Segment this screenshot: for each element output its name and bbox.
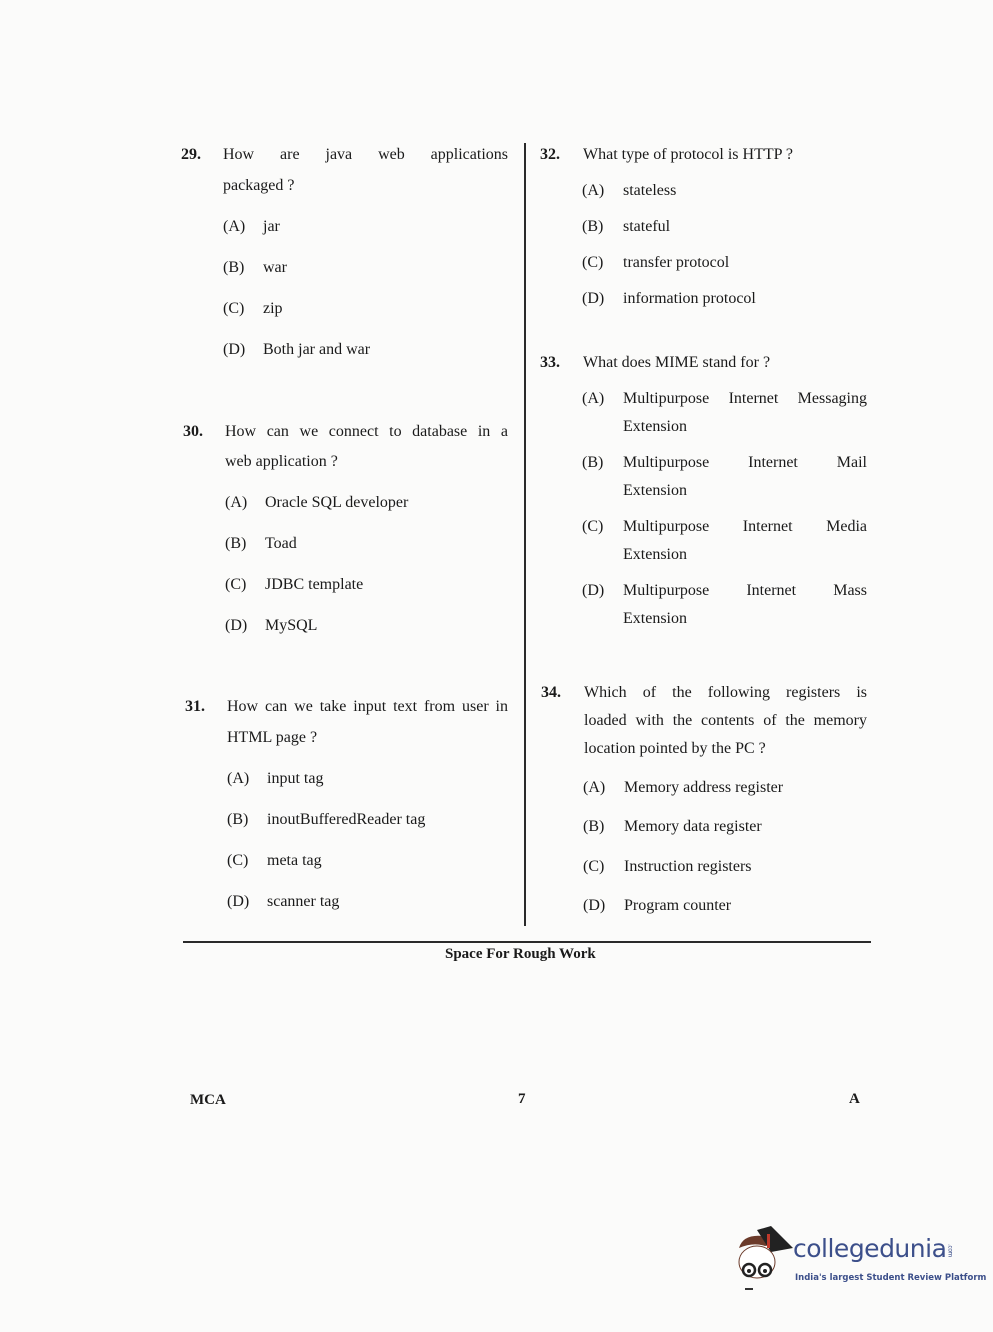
footer-page-number: 7 xyxy=(518,1091,526,1107)
option-text: meta tag xyxy=(267,852,322,869)
collegedunia-logo xyxy=(735,1226,987,1292)
option-text: JDBC template xyxy=(265,576,364,593)
option-text: information protocol xyxy=(623,290,756,307)
logo-name: collegedunia xyxy=(793,1234,947,1263)
question-stem: How can we take input text from user in xyxy=(227,698,508,715)
option-letter: (B) xyxy=(582,218,604,235)
option-letter: (C) xyxy=(583,858,605,875)
option-text: Multipurpose Internet Media xyxy=(623,518,867,535)
option-text: Memory data register xyxy=(624,818,762,835)
option-letter: (C) xyxy=(223,300,245,317)
mascot-icon xyxy=(735,1226,795,1292)
option-letter: (C) xyxy=(225,576,247,593)
question-stem: HTML page ? xyxy=(227,729,318,746)
question-stem: loaded with the contents of the memory xyxy=(584,712,867,729)
question-number: 34. xyxy=(541,684,561,701)
option-letter: (A) xyxy=(223,218,246,235)
option-text: scanner tag xyxy=(267,893,340,910)
footer-series: A xyxy=(849,1091,860,1107)
logo-wordmark xyxy=(793,1234,953,1263)
option-text: Extension xyxy=(623,546,687,563)
column-divider xyxy=(524,143,526,926)
option-text: input tag xyxy=(267,770,324,787)
option-letter: (B) xyxy=(223,259,245,276)
option-letter: (D) xyxy=(223,341,246,358)
option-text: Program counter xyxy=(624,897,732,914)
question-number: 32. xyxy=(540,146,560,163)
option-text: Multipurpose Internet Mass xyxy=(623,582,867,599)
option-letter: (A) xyxy=(225,494,248,511)
option-text: stateful xyxy=(623,218,671,235)
option-letter: (A) xyxy=(582,182,605,199)
option-letter: (D) xyxy=(583,897,606,914)
footer-subject: MCA xyxy=(190,1092,226,1108)
option-letter: (B) xyxy=(227,811,249,828)
option-text: transfer protocol xyxy=(623,254,730,271)
option-letter: (D) xyxy=(227,893,250,910)
option-text: inoutBufferedReader tag xyxy=(267,811,426,828)
option-text: Instruction registers xyxy=(624,858,752,875)
question-stem: packaged ? xyxy=(223,177,295,194)
option-text: Toad xyxy=(265,535,297,552)
logo-suffix: .com xyxy=(946,1243,954,1257)
question-stem: Which of the following registers is xyxy=(584,684,867,701)
option-letter: (C) xyxy=(582,254,604,271)
option-text: Multipurpose Internet Messaging xyxy=(623,390,867,407)
option-text: zip xyxy=(263,300,283,317)
option-letter: (B) xyxy=(225,535,247,552)
question-stem: web application ? xyxy=(225,453,338,470)
option-letter: (D) xyxy=(582,290,605,307)
option-text: war xyxy=(263,259,287,276)
option-letter: (A) xyxy=(582,390,605,407)
option-text: stateless xyxy=(623,182,677,199)
option-text: Extension xyxy=(623,482,687,499)
question-number: 31. xyxy=(185,698,205,715)
question-number: 30. xyxy=(183,423,203,440)
question-number: 33. xyxy=(540,354,560,371)
question-stem: What does MIME stand for ? xyxy=(583,354,771,371)
option-text: Memory address register xyxy=(624,779,784,796)
option-text: Multipurpose Internet Mail xyxy=(623,454,867,471)
question-stem: How can we connect to database in a xyxy=(225,423,508,440)
rough-work-divider xyxy=(183,941,871,943)
option-letter: (D) xyxy=(582,582,605,599)
option-text: Extension xyxy=(623,418,687,435)
option-text: jar xyxy=(263,218,280,235)
option-letter: (C) xyxy=(227,852,249,869)
option-letter: (C) xyxy=(582,518,604,535)
question-stem: location pointed by the PC ? xyxy=(584,740,766,757)
logo-tagline: India's largest Student Review Platform xyxy=(795,1273,987,1283)
option-text: Extension xyxy=(623,610,687,627)
rough-work-label: Space For Rough Work xyxy=(445,946,596,962)
option-letter: (B) xyxy=(583,818,605,835)
option-letter: (A) xyxy=(583,779,606,796)
option-text: Oracle SQL developer xyxy=(265,494,409,511)
question-stem: How are java web applications xyxy=(223,146,508,163)
option-text: Both jar and war xyxy=(263,341,371,358)
question-number: 29. xyxy=(181,146,201,163)
option-letter: (A) xyxy=(227,770,250,787)
option-text: MySQL xyxy=(265,617,318,634)
option-letter: (D) xyxy=(225,617,248,634)
option-letter: (B) xyxy=(582,454,604,471)
question-stem: What type of protocol is HTTP ? xyxy=(583,146,794,163)
